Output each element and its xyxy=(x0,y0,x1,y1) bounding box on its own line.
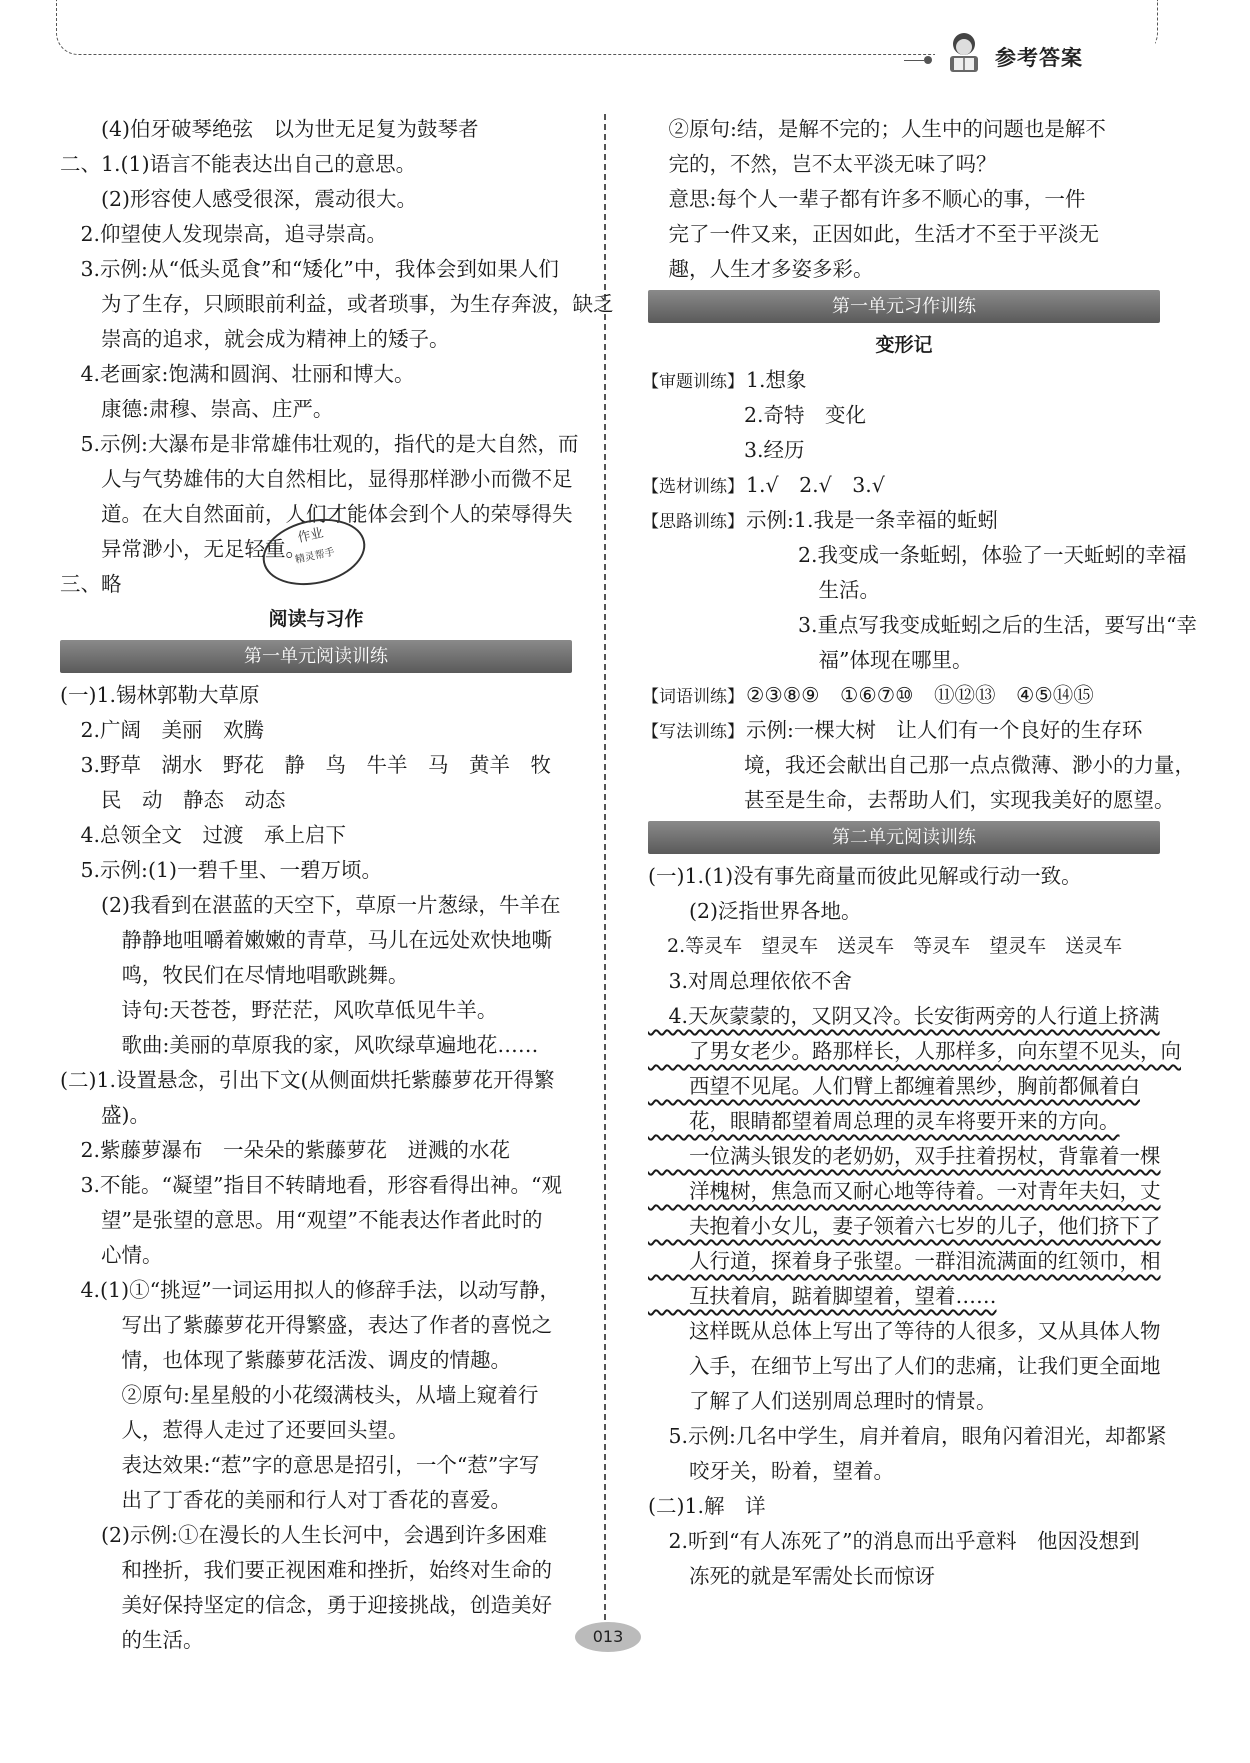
answer-line: 道。在大自然面前，人们才能体会到个人的荣辱得失 xyxy=(60,502,573,526)
answer-line xyxy=(642,363,1160,398)
answer-line: (2)形容使人感受很深，震动很大。 xyxy=(60,187,418,211)
section-banner: 第一单元习作训练 xyxy=(648,290,1160,323)
label-tag: 【审题训练】 xyxy=(642,372,744,392)
answer-line: 咬牙关，盼着，望着。 xyxy=(648,1459,894,1483)
column-divider xyxy=(604,114,606,1630)
essay-title: 变形记 xyxy=(875,334,933,356)
answer-line: 二、1.(1)语言不能表达出自己的意思。 xyxy=(60,152,417,176)
answer-line xyxy=(642,713,1160,748)
answer-line: (2)泛指世界各地。 xyxy=(648,899,862,923)
answer-line: 3.对周总理依依不舍 xyxy=(648,969,853,993)
stamp-text: 作业 xyxy=(296,525,325,546)
answer-line: 为了生存，只顾眼前利益，或者琐事，为生存奔波，缺乏 xyxy=(60,292,614,316)
answer-text: 甚至是生命，去帮助人们，实现我美好的愿望。 xyxy=(744,788,1175,812)
answer-line: 意思:每个人一辈子都有许多不顺心的事，一件 xyxy=(648,187,1086,211)
answer-line xyxy=(648,573,1160,608)
answer-line: 3.不能。“凝望”指目不转睛地看，形容看得出神。“观 xyxy=(60,1173,562,1197)
answer-line: 2.听到“有人冻死了”的消息而出乎意料 他因没想到 xyxy=(648,1529,1140,1553)
answer-line xyxy=(648,783,1175,818)
answer-text: 3.重点写我变成蚯蚓之后的生活，要写出“幸 xyxy=(798,613,1198,637)
answer-text: 境，我还会献出自己那一点点微薄、渺小的力量， xyxy=(744,753,1195,777)
answer-text: 3.经历 xyxy=(744,438,805,462)
answer-line: 盛)。 xyxy=(60,1103,150,1127)
answer-line: 歌曲:美丽的草原我的家，风吹绿草遍地花…… xyxy=(60,1033,539,1057)
answer-line xyxy=(642,678,1160,713)
answer-line: 崇高的追求，就会成为精神上的矮子。 xyxy=(60,327,450,351)
answer-line: 5.示例:几名中学生，肩并着肩，眼角闪着泪光，却都紧 xyxy=(648,1424,1167,1448)
answer-line: 5.示例:大瀑布是非常雄伟壮观的，指代的是大自然，而 xyxy=(60,432,579,456)
answer-line: 表达效果:“惹”字的意思是招引，一个“惹”字写 xyxy=(60,1453,540,1477)
answer-line: 异常渺小，无足轻重。 xyxy=(60,537,306,561)
answer-line: (二)1.设置悬念，引出下文(从侧面烘托紫藤萝花开得繁 xyxy=(60,1068,555,1092)
answer-line: 三、略 xyxy=(60,572,122,596)
answer-line: 5.示例:(1)一碧千里、一碧万顷。 xyxy=(60,858,383,882)
answer-line: 2.紫藤萝瀑布 一朵朵的紫藤萝花 迸溅的水花 xyxy=(60,1138,511,1162)
answer-line: 4.(1)①“挑逗”一词运用拟人的修辞手法，以动写静， xyxy=(60,1278,561,1302)
underlined-line: 一位满头银发的老奶奶，双手拄着拐杖，背靠着一棵 xyxy=(648,1144,1161,1168)
answer-line xyxy=(648,398,1160,433)
answer-line: 2.等灵车 望灵车 送灵车 等灵车 望灵车 送灵车 xyxy=(648,935,1123,957)
section-title: 阅读与习作 xyxy=(268,608,364,630)
answer-line xyxy=(642,503,1160,538)
underlined-line: 夫抱着小女儿，妻子领着六七岁的儿子，他们挤下了 xyxy=(648,1214,1161,1238)
answer-line: 人，惹得人走过了还要回头望。 xyxy=(60,1418,409,1442)
answer-line: 民 动 静态 动态 xyxy=(60,788,286,812)
header-rule xyxy=(904,60,924,61)
answer-line: (2)示例:①在漫长的人生长河中，会遇到许多困难 xyxy=(60,1523,547,1547)
underlined-line: 洋槐树，焦急而又耐心地等待着。一对青年夫妇，丈 xyxy=(648,1179,1161,1203)
answer-line: 趣，人生才多姿多彩。 xyxy=(648,257,874,281)
answer-line: (2)我看到在湛蓝的天空下，草原一片葱绿，牛羊在 xyxy=(60,893,561,917)
answer-line: 静静地咀嚼着嫩嫩的青草，马儿在远处欢快地嘶 xyxy=(60,928,552,952)
answer-line xyxy=(648,433,1160,468)
answer-text: 1.√ 2.√ 3.√ xyxy=(746,473,885,497)
underlined-line: 了男女老少。路那样长，人那样多，向东望不见头，向 xyxy=(648,1039,1181,1063)
underlined-line: 花，眼睛都望着周总理的灵车将要开来的方向。 xyxy=(648,1109,1120,1133)
answer-text: 示例:一棵大树 让人们有一个良好的生存环 xyxy=(746,718,1143,742)
answer-line: 出了丁香花的美丽和行人对丁香花的喜爱。 xyxy=(60,1488,511,1512)
answer-line: 诗句:天苍苍，野茫茫，风吹草低见牛羊。 xyxy=(60,998,498,1022)
answer-line: 写出了紫藤萝花开得繁盛，表达了作者的喜悦之 xyxy=(60,1313,552,1337)
answer-line: 美好保持坚定的信念，勇于迎接挑战，创造美好 xyxy=(60,1593,552,1617)
answer-line: 4.老画家:饱满和圆润、壮丽和博大。 xyxy=(60,362,415,386)
answer-line xyxy=(648,538,1187,573)
answer-line: 2.广阔 美丽 欢腾 xyxy=(60,718,265,742)
underlined-line: 4.天灰蒙蒙的，又阴又冷。长安街两旁的人行道上挤满 xyxy=(648,1004,1160,1028)
answer-text: ②③⑧⑨ ①⑥⑦⑩ ⑪⑫⑬ ④⑤⑭⑮ xyxy=(746,683,1094,707)
answer-line: (一)1.锡林郭勒大草原 xyxy=(60,683,260,707)
underlined-line: 人行道，探着身子张望。一群泪流满面的红领巾，相 xyxy=(648,1249,1161,1273)
answer-line xyxy=(648,643,1160,678)
underlined-line: 互扶着肩，踮着脚望着，望着…… xyxy=(648,1284,997,1308)
answer-line xyxy=(642,468,1160,503)
answer-line: 了解了人们送别周总理时的情景。 xyxy=(648,1389,997,1413)
answer-line: 4.总领全文 过渡 承上启下 xyxy=(60,823,347,847)
answer-line: (一)1.(1)没有事先商量而彼此见解或行动一致。 xyxy=(648,864,1082,888)
reading-kid-icon xyxy=(940,28,988,76)
answer-line: 完的，不然，岂不太平淡无味了吗？ xyxy=(648,152,997,176)
answer-line: 3.示例:从“低头觅食”和“矮化”中，我体会到如果人们 xyxy=(60,257,559,281)
section-banner: 第二单元阅读训练 xyxy=(648,821,1160,854)
answer-line: 情，也体现了紫藤萝花活泼、调皮的情趣。 xyxy=(60,1348,511,1372)
page-number: 013 xyxy=(575,1622,641,1652)
answer-line xyxy=(648,748,1195,783)
answer-line: 冻死的就是军需处长而惊讶 xyxy=(648,1564,935,1588)
underlined-line: 西望不见尾。人们臂上都缠着黑纱，胸前都佩着白 xyxy=(648,1074,1140,1098)
label-tag: 【写法训练】 xyxy=(642,722,744,742)
answer-line: 3.野草 湖水 野花 静 鸟 牛羊 马 黄羊 牧 xyxy=(60,753,552,777)
answer-line: 和挫折，我们要正视困难和挫折，始终对生命的 xyxy=(60,1558,552,1582)
answer-text: 2.奇特 变化 xyxy=(744,403,867,427)
answer-line: 康德:肃穆、崇高、庄严。 xyxy=(60,397,334,421)
answer-text: 1.想象 xyxy=(746,368,807,392)
stamp-text: 精灵帮手 xyxy=(294,546,336,566)
right-column xyxy=(642,112,1198,1594)
answer-text: 2.我变成一条蚯蚓，体验了一天蚯蚓的幸福 xyxy=(798,543,1187,567)
answer-line: 2.仰望使人发现崇高，追寻崇高。 xyxy=(60,222,388,246)
answer-text: 生活。 xyxy=(798,578,880,602)
answer-line: 鸣，牧民们在尽情地唱歌跳舞。 xyxy=(60,963,409,987)
answer-line: 入手，在细节上写出了人们的悲痛，让我们更全面地 xyxy=(648,1354,1161,1378)
answer-text: 示例:1.我是一条幸福的蚯蚓 xyxy=(746,508,998,532)
answer-text: 福”体现在哪里。 xyxy=(798,648,973,672)
answer-line: (二)1.解 详 xyxy=(648,1494,766,1518)
label-tag: 【思路训练】 xyxy=(642,512,744,532)
answer-line: 完了一件又来，正因如此，生活才不至于平淡无 xyxy=(648,222,1099,246)
answer-line: 心情。 xyxy=(60,1243,163,1267)
section-banner: 第一单元阅读训练 xyxy=(60,640,572,673)
label-tag: 【选材训练】 xyxy=(642,477,744,497)
answer-line: 的生活。 xyxy=(60,1628,204,1652)
answer-line xyxy=(648,608,1198,643)
answer-line: ②原句:星星般的小花缀满枝头，从墙上窥着行 xyxy=(60,1383,539,1407)
answer-line: 人与气势雄伟的大自然相比，显得那样渺小而微不足 xyxy=(60,467,573,491)
header-title: 参考答案 xyxy=(995,46,1083,70)
answer-line: 望”是张望的意思。用“观望”不能表达作者此时的 xyxy=(60,1208,543,1232)
header-dot xyxy=(924,56,932,64)
answer-line: 这样既从总体上写出了等待的人很多，又从具体人物 xyxy=(648,1319,1161,1343)
answer-line: (4)伯牙破琴绝弦 以为世无足复为鼓琴者 xyxy=(60,117,479,141)
label-tag: 【词语训练】 xyxy=(642,687,744,707)
answer-line: ②原句:结，是解不完的；人生中的问题也是解不 xyxy=(648,117,1106,141)
